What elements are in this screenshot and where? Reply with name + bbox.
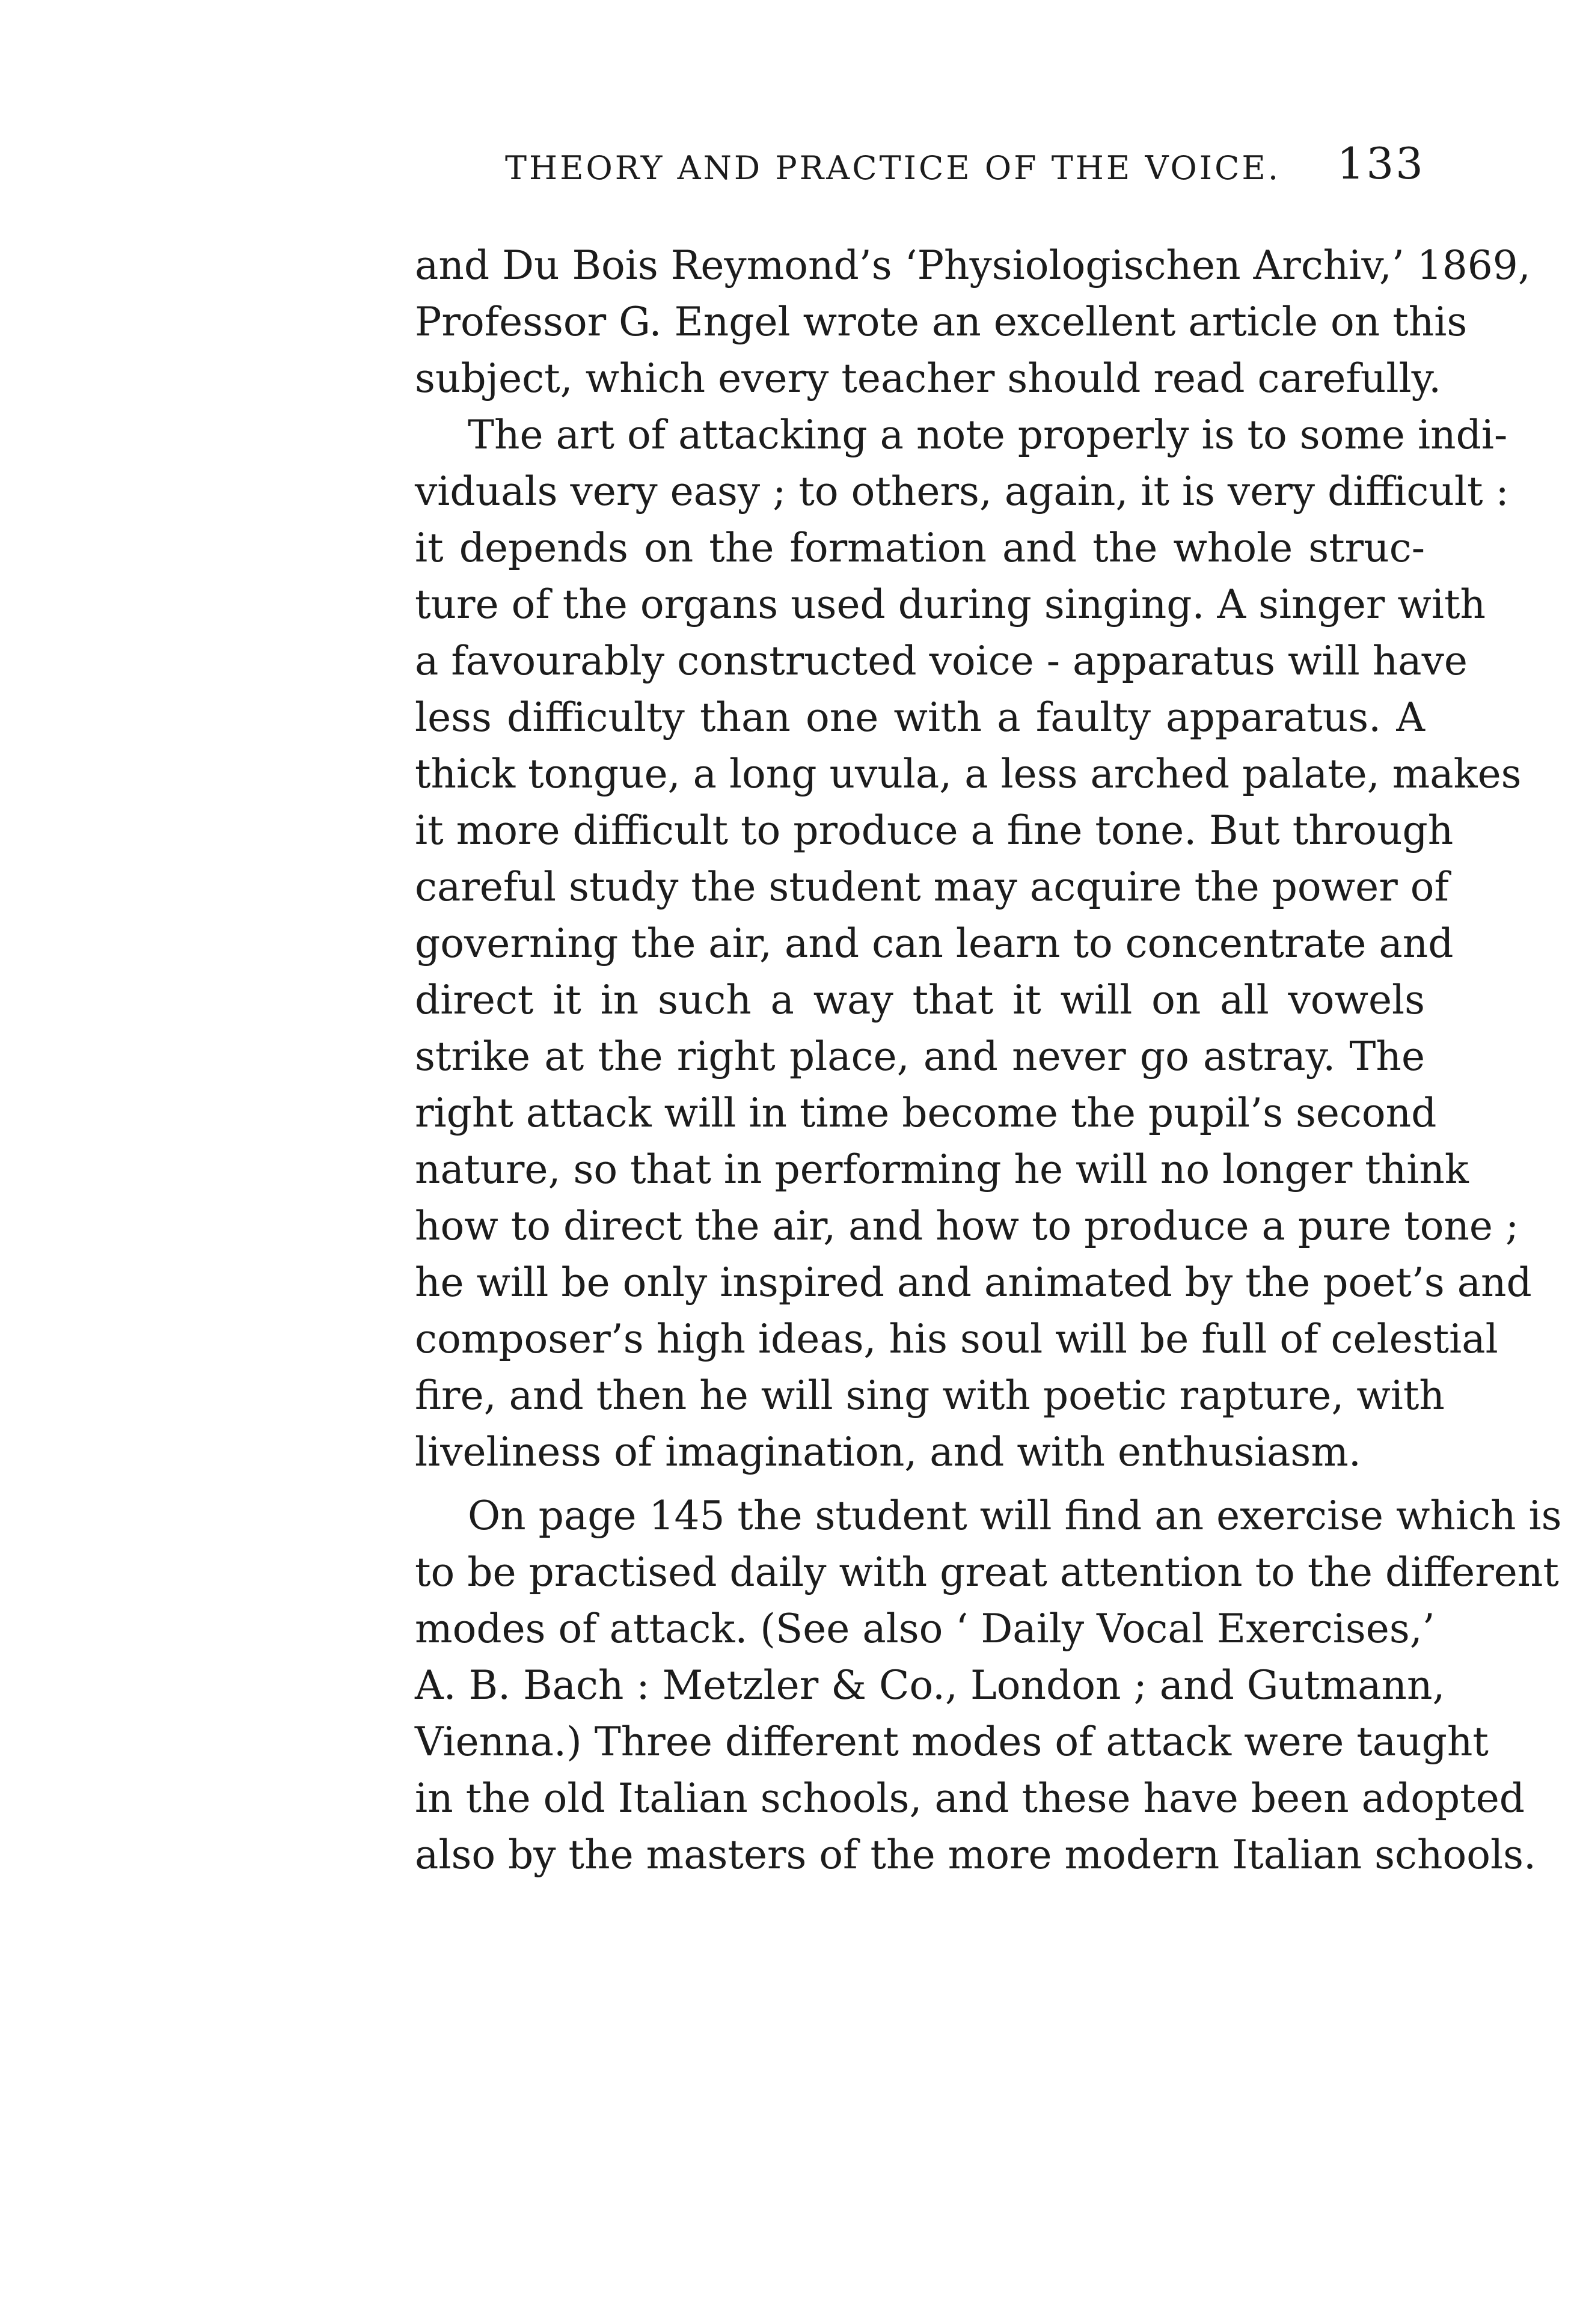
- text-line: careful study the student may acquire the power of: [415, 864, 1449, 910]
- text-line: ture of the organs used during singing. A singer with: [415, 581, 1486, 628]
- text-line: composer’s high ideas, his soul will be full of celestial: [415, 1316, 1498, 1362]
- text-line: right attack will in time become the pupil’s second: [415, 1090, 1437, 1136]
- text-line: fire, and then he will sing with poetic rapture, with: [415, 1372, 1445, 1419]
- text-line: a favourably constructed voice - apparatus will have: [415, 638, 1468, 684]
- paragraph-gap: [415, 1481, 1425, 1488]
- text-line: to be practised daily with great attention to the different: [415, 1549, 1559, 1595]
- body-text: [415, 237, 1562, 1883]
- text-line: it more difficult to produce a fine tone. But through: [415, 807, 1454, 854]
- text-line: liveliness of imagination, and with enthusiasm.: [415, 1429, 1361, 1475]
- text-line: how to direct the air, and how to produce a pure tone ;: [415, 1203, 1519, 1249]
- running-title: THEORY AND PRACTICE OF THE VOICE.: [505, 149, 1281, 187]
- text-line: The art of attacking a note properly is to some indi-: [468, 412, 1508, 458]
- text-line: also by the masters of the more modern Italian schools.: [415, 1832, 1536, 1878]
- paragraph-3: [415, 1488, 1562, 1883]
- text-line: subject, which every teacher should read carefully.: [415, 355, 1442, 402]
- text-line: in the old Italian schools, and these have been adopted: [415, 1775, 1525, 1821]
- text-line: it depends on the formation and the whole struc-: [415, 525, 1425, 571]
- text-line: A. B. Bach : Metzler & Co., London ; and Gutmann,: [415, 1662, 1445, 1708]
- text-line: modes of attack. (See also ‘ Daily Vocal Exercises,’: [415, 1606, 1435, 1652]
- paragraph-1: [415, 237, 1531, 407]
- running-head: [415, 138, 1425, 210]
- page-number: 133: [1337, 138, 1425, 189]
- text-line: On page 145 the student will find an exercise which is: [468, 1493, 1562, 1539]
- text-line: and Du Bois Reymond’s ‘Physiologischen Archiv,’ 1869,: [415, 242, 1531, 289]
- text-line: nature, so that in performing he will no longer think: [415, 1146, 1469, 1193]
- text-line: less difficulty than one with a faulty apparatus. A: [415, 694, 1425, 741]
- text-line: Vienna.) Three different modes of attack were taught: [415, 1719, 1489, 1765]
- text-line: Professor G. Engel wrote an excellent article on this: [415, 299, 1468, 345]
- text-line: he will be only inspired and animated by the poet’s and: [415, 1259, 1532, 1306]
- text-line: strike at the right place, and never go astray. The: [415, 1033, 1425, 1080]
- text-line: viduals very easy ; to others, again, it is very difficult :: [415, 468, 1509, 515]
- text-line: thick tongue, a long uvula, a less arched palate, makes: [415, 751, 1522, 797]
- paragraph-2: [415, 407, 1532, 1481]
- text-line: direct it in such a way that it will on all vowels: [415, 977, 1425, 1023]
- text-line: governing the air, and can learn to concentrate and: [415, 920, 1454, 967]
